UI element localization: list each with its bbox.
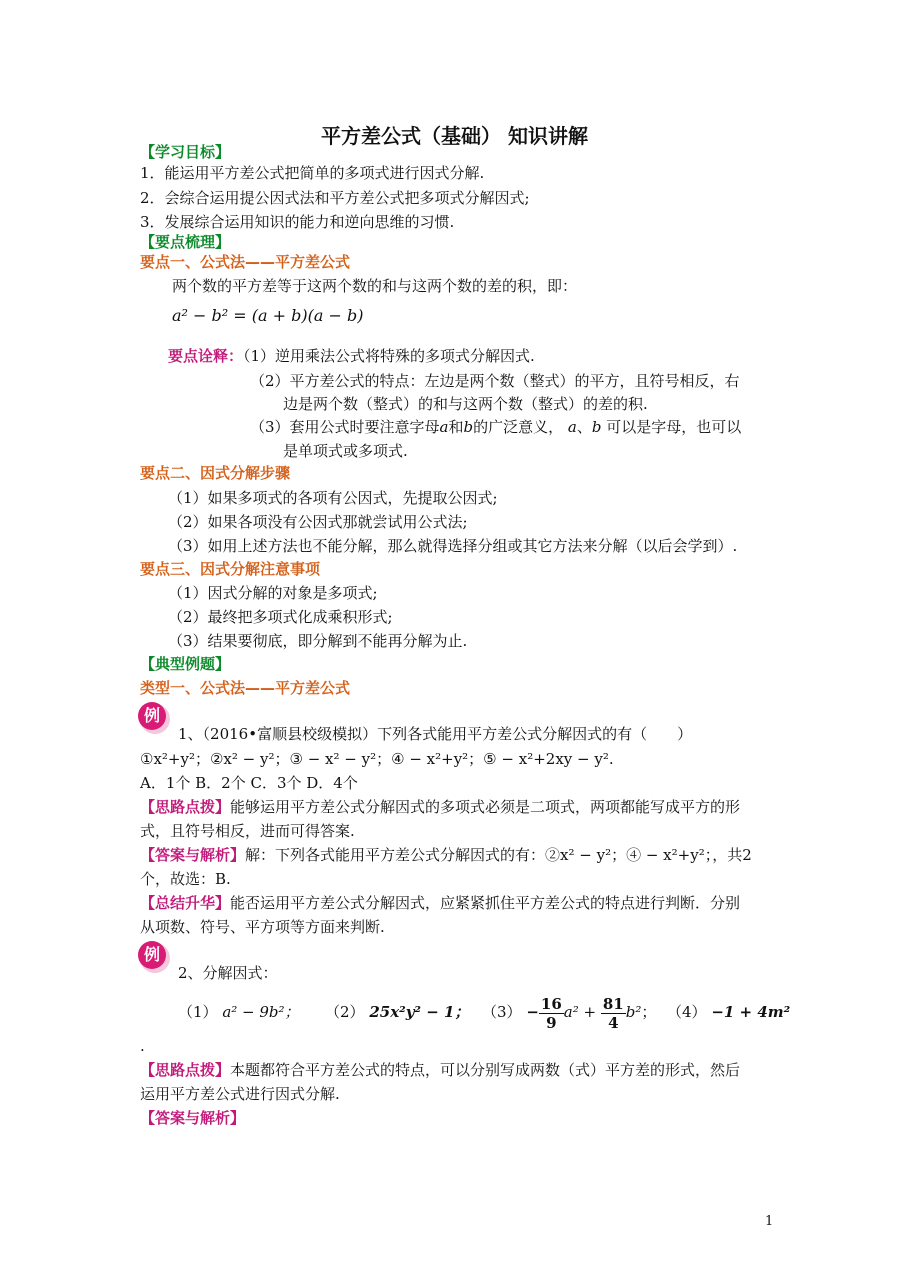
point2-item: （2）如果各项没有公因式那就尝试用公式法;: [168, 513, 468, 531]
example-badge-icon: 例: [138, 702, 166, 730]
part-label: （1）: [178, 1003, 218, 1021]
note-text: 、: [576, 418, 592, 436]
ex2-question: 2、分解因式：: [178, 964, 278, 982]
summary-label: 【总结升华】: [140, 894, 231, 912]
note-text: （1）逆用乘法公式将特殊的多项式分解因式.: [243, 347, 535, 365]
hint-text: 式，且符号相反，进而可得答案.: [140, 822, 355, 840]
note-text: （3）套用公式时要注意字母: [250, 418, 440, 436]
goal-item: 1．能运用平方差公式把简单的多项式进行因式分解.: [140, 164, 485, 182]
note-row-1: [168, 346, 535, 366]
ex2-dot: .: [140, 1037, 145, 1055]
answer-label: 【答案与解析】: [140, 1109, 246, 1127]
letter-a: a: [567, 418, 577, 436]
note-text: 的广泛意义，: [473, 418, 564, 436]
note-text: （2）平方差公式的特点：左边是两个数（整式）的平方，且符号相反，右: [250, 372, 740, 390]
ex2-p2: [325, 1002, 469, 1022]
fraction-numerator: 81: [602, 994, 624, 1013]
summary-heading: 【要点梳理】: [140, 233, 231, 251]
ex2-p1: [178, 1002, 300, 1022]
ex1-hint-row: [140, 797, 740, 817]
examples-heading: 【典型例题】: [140, 655, 231, 673]
point1-heading: 要点一、公式法——平方差公式: [140, 253, 351, 271]
part-expr: a² − 9b²；: [222, 1003, 300, 1021]
fraction-denominator: 9: [546, 1013, 557, 1032]
point3-heading: 要点三、因式分解注意事项: [140, 560, 321, 578]
letter-b: b: [591, 418, 602, 436]
note-row-3: [250, 417, 741, 437]
ex2-p3: （3） − $\frac{16}{9}$ a² + $\frac{81}{4}$ b²；: [482, 994, 657, 1032]
goal-item: 2．会综合运用提公因式法和平方差公式把多项式分解因式;: [140, 189, 530, 207]
point2-item: （1）如果多项式的各项有公因式，先提取公因式;: [168, 489, 498, 507]
type1-heading: 类型一、公式法——平方差公式: [140, 679, 351, 697]
ex1-options: ①x²+y²；②x² − y²；③ − x² − y²；④ − x²+y²；⑤ − x²+2xy − y².: [140, 750, 614, 768]
part-expr: −1 + 4m²: [711, 1003, 791, 1021]
letter-b: b: [463, 418, 474, 436]
ex1-summary-row: [140, 893, 740, 913]
part-label: （2）: [325, 1003, 365, 1021]
hint-label: 【思路点拨】: [140, 1061, 231, 1079]
hint-label: 【思路点拨】: [140, 798, 231, 816]
goals-heading: 【学习目标】: [140, 143, 231, 161]
page-number: 1: [765, 1214, 774, 1229]
part-label: （4）: [667, 1003, 707, 1021]
answer-text: 解：下列各式能用平方差公式分解因式的有：②x² − y²；④ − x²+y²；，共2: [245, 846, 752, 864]
point2-item: （3）如用上述方法也不能分解，那么就得选择分组或其它方法来分解（以后会学到）.: [168, 537, 738, 555]
difference-of-squares-formula: a² − b² = (a + b)(a − b): [172, 306, 364, 325]
point3-item: （3）结果要彻底，即分解到不能再分解为止.: [168, 632, 468, 650]
example-badge-icon: 例: [138, 941, 166, 969]
part-label: （3）: [482, 1003, 522, 1021]
hint-text: 能够运用平方差公式分解因式的多项式必须是二项式，两项都能写成平方的形: [230, 798, 741, 816]
ex1-question: 1、（2016•富顺县校级模拟）下列各式能用平方差公式分解因式的有（ ）: [178, 725, 693, 743]
hint-text: 运用平方差公式进行因式分解.: [140, 1085, 340, 1103]
goal-item: 3．发展综合运用知识的能力和逆向思维的习惯.: [140, 213, 455, 231]
note-text: 可以是字母，也可以: [606, 418, 742, 436]
fraction-denominator: 4: [608, 1013, 619, 1032]
point3-item: （1）因式分解的对象是多项式;: [168, 584, 378, 602]
ex1-answer-row: [140, 845, 752, 865]
fraction-numerator: 16: [540, 994, 562, 1013]
point1-text: 两个数的平方差等于这两个数的和与这两个数的差的积，即：: [172, 277, 578, 295]
part-expr: 25x²y² − 1；: [369, 1003, 470, 1021]
page-title: 平方差公式（基础） 知识讲解: [321, 124, 588, 148]
answer-text: 个，故选：B.: [140, 870, 231, 888]
note-label: 要点诠释：: [168, 347, 244, 365]
summary-text: 从项数、符号、平方项等方面来判断.: [140, 918, 385, 936]
ex2-hint-row: [140, 1060, 740, 1080]
hint-text: 本题都符合平方差公式的特点，可以分别写成两数（式）平方差的形式，然后: [230, 1061, 741, 1079]
note-text: 是单项式或多项式.: [283, 442, 408, 460]
note-text: 和: [448, 418, 464, 436]
answer-label: 【答案与解析】: [140, 846, 246, 864]
note-text: 边是两个数（整式）的和与这两个数（整式）的差的积.: [283, 395, 648, 413]
point3-item: （2）最终把多项式化成乘积形式;: [168, 608, 393, 626]
letter-a: a: [439, 418, 449, 436]
point2-heading: 要点二、因式分解步骤: [140, 464, 291, 482]
summary-text: 能否运用平方差公式分解因式，应紧紧抓住平方差公式的特点进行判断．分别: [230, 894, 741, 912]
ex2-p4: [667, 1002, 790, 1022]
ex1-choices: A．1个 B．2个 C．3个 D．4个: [140, 774, 358, 792]
